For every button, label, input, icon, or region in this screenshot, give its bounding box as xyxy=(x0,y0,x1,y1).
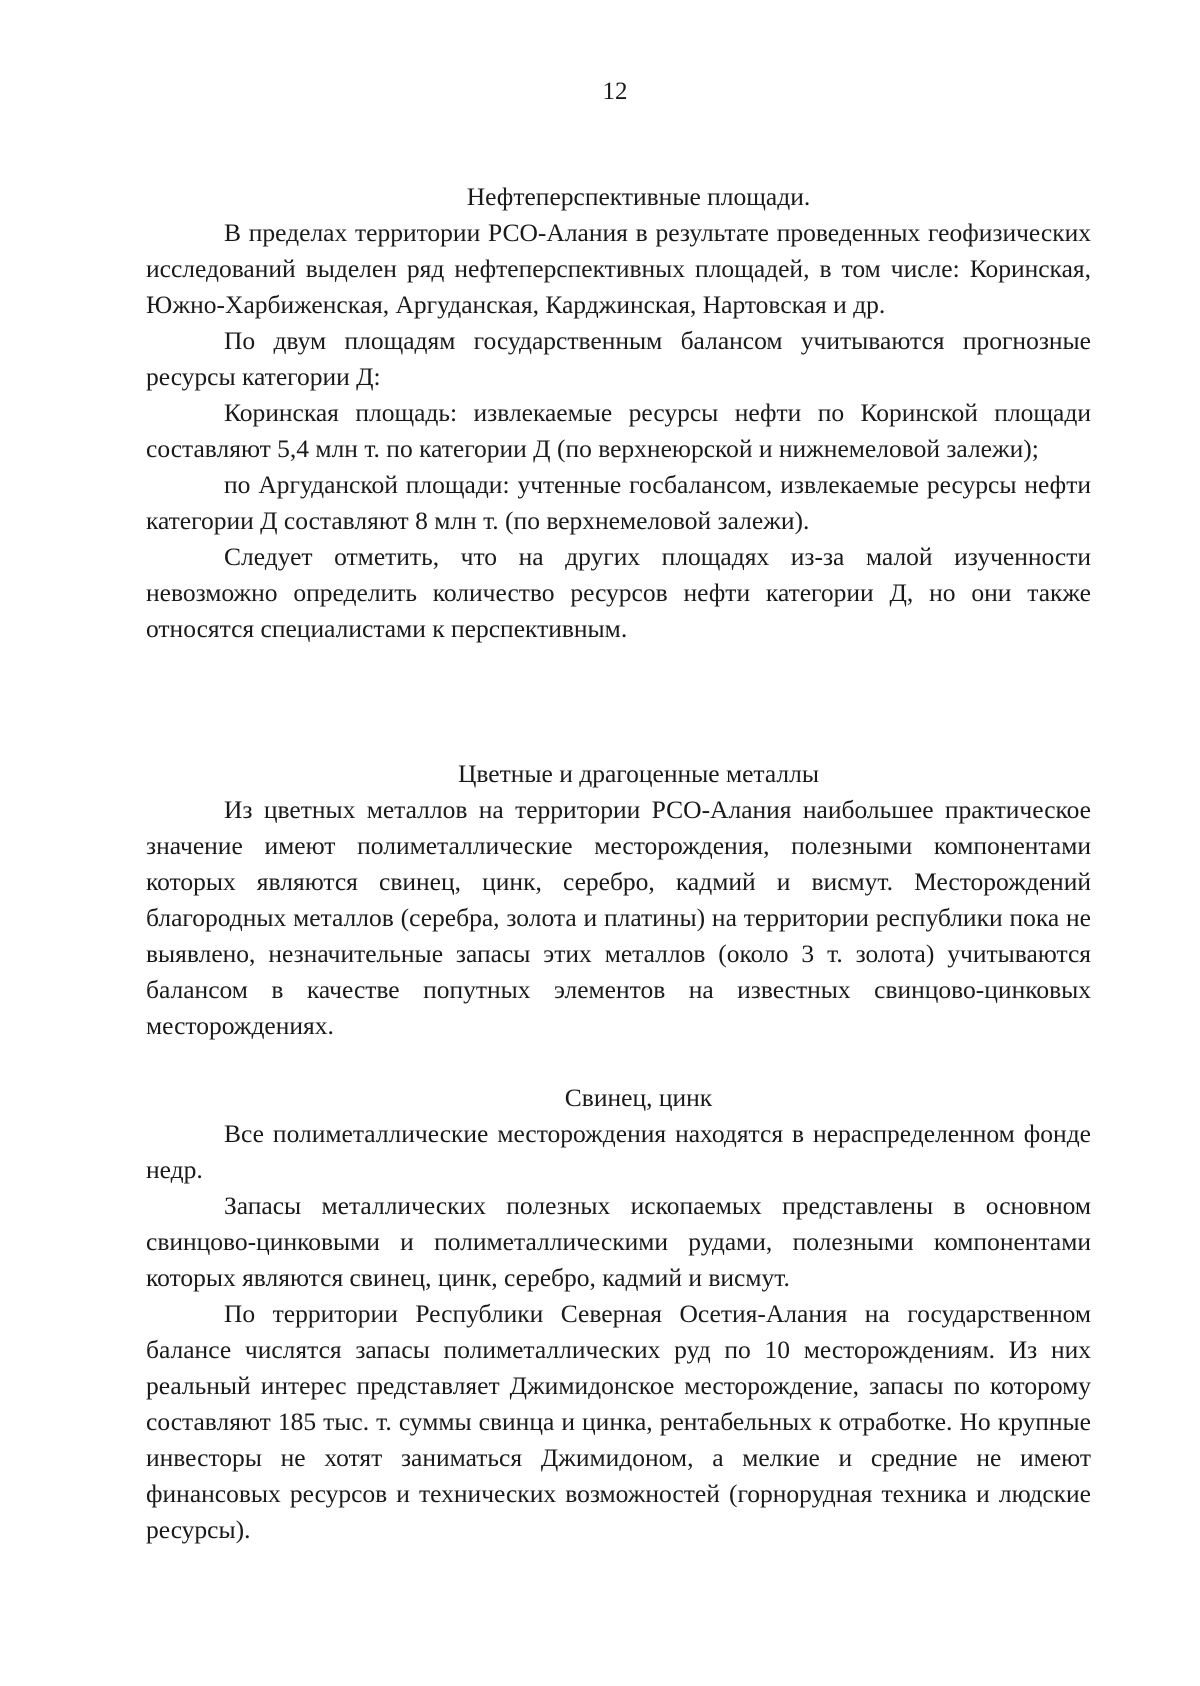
paragraph: По двум площадям государственным балансом учитываются прогнозные ресурсы категории Д: xyxy=(146,326,1091,391)
paragraph: Запасы металлических полезных ископаемых представлены в основном свинцово-цинковыми и полиметаллическими рудами, полезными компонентами которых являются свинец, цинк, серебро, кадмий и висмут. xyxy=(146,1191,1091,1292)
paragraph: В пределах территории РСО-Алания в результате проведенных геофизических исследований выделен ряд нефтеперспективных площадей, в том числе: Коринская, Южно-Харбиженская, Аргуданская, Карджинская, Нартовская и др. xyxy=(146,218,1091,319)
section-lead-zinc xyxy=(146,1080,1091,1548)
paragraph: Следует отметить, что на других площадях из-за малой изученности невозможно определить количество ресурсов нефти категории Д, но они также относятся специалистами к перспективным. xyxy=(146,542,1091,643)
paragraph: Из цветных металлов на территории РСО-Алания наибольшее практическое значение имеют полиметаллические месторождения, полезными компонентами которых являются свинец, цинк, серебро, кадмий и висмут. Месторождений благородных металлов (серебра, золота и платины) на территории республики пока не выявлено, незначительные запасы этих металлов (около 3 т. золота) учитываются балансом в качестве попутных элементов на известных свинцово-цинковых месторождениях. xyxy=(146,795,1091,1040)
section-heading: Цветные и драгоценные металлы xyxy=(458,759,819,788)
section-heading: Нефтеперспективные площади. xyxy=(466,182,811,211)
section-nonferrous-metals xyxy=(146,756,1091,1044)
paragraph: Все полиметаллические месторождения находятся в нераспределенном фонде недр. xyxy=(146,1119,1091,1184)
section-heading: Свинец, цинк xyxy=(564,1083,713,1112)
paragraph: По территории Республики Северная Осетия-Алания на государственном балансе числятся запасы полиметаллических руд по 10 месторождениям. Из них реальный интерес представляет Джимидонское месторождение, запасы по которому составляют 185 тыс. т. суммы свинца и цинка, рентабельных к отработке. Но крупные инвесторы не хотят заниматься Джимидоном, а мелкие и средние не имеют финансовых ресурсов и технических возможностей (горнорудная техника и людские ресурсы). xyxy=(146,1299,1091,1544)
section-oil-areas xyxy=(146,179,1091,647)
page-number: 12 xyxy=(602,78,628,105)
paragraph: Коринская площадь: извлекаемые ресурсы нефти по Коринской площади составляют 5,4 млн т. по категории Д (по верхнеюрской и нижнемеловой залежи); xyxy=(146,398,1091,463)
paragraph: по Аргуданской площади: учтенные госбалансом, извлекаемые ресурсы нефти категории Д составляют 8 млн т. (по верхнемеловой залежи). xyxy=(146,470,1091,535)
